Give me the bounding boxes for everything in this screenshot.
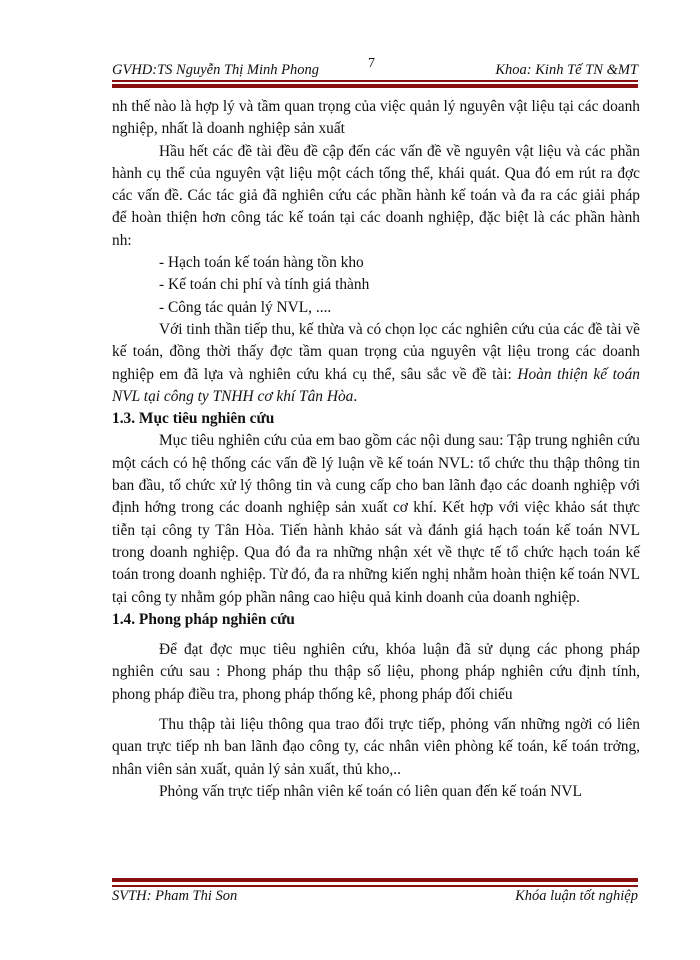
topic-title: Hoàn thiện kế toán NVL tại công ty TNHH cơ khí Tân Hòa (112, 365, 640, 405)
paragraph-topic (112, 319, 640, 408)
paragraph-interview: Phỏng vấn trực tiếp nhân viên kế toán có liên quan đến kế toán NVL (159, 782, 582, 800)
header-rule-thick (112, 84, 638, 88)
paragraph-methods: Để đạt đợc mục tiêu nghiên cứu, khóa luận đã sử dụng các phong pháp nghiên cứu sau : Phong pháp thu thập số liệu, phong pháp nghiên cứu định tính, phong pháp điều tra, phong pháp thống kê, phong pháp đối chiếu (112, 641, 640, 703)
page-header (112, 56, 638, 80)
paragraph-data-collection: Thu thập tài liệu thông qua trao đổi trực tiếp, phỏng vấn những ngời có liên quan trực tiếp nh ban lãnh đạo công ty, các nhân viên phòng kế toán, kế toán trởng, nhân viên sản xuất, quản lý sản xuất, thủ kho,.. (112, 716, 640, 778)
topic-text: Với tinh thần tiếp thu, kế thừa và có chọn lọc các nghiên cứu của các đề tài về kế toán, đồng thời thấy đợc tầm quan trọng của nguyên vật liệu trong các doanh nghiệp em đã lựa và nghiên cứu khá cụ thể, sâu sắc về đề tài: (112, 320, 640, 383)
header-rule-thin (112, 80, 638, 82)
heading-1-3: 1.3. Mục tiêu nghiên cứu (112, 410, 275, 428)
paragraph-prior-works: Hầu hết các đề tài đều đề cập đến các vấn đề về nguyên vật liệu và các phần hành cụ thể của nguyên vật liệu một cách tổng thể, khái quát. Qua đó em rút ra đợc các vấn đề. Các tác giả đã nghiên cứu các phần hành kế toán và đa ra các giải pháp để hoàn thiện hơn công tác kế toán tại các doanh nghiệp, đặc biệt là các phần hành nh: (112, 142, 640, 249)
footer-rule-thick (112, 878, 638, 882)
paragraph-objectives: Mục tiêu nghiên cứu của em bao gồm các nội dung sau: Tập trung nghiên cứu một cách có hệ thống các vấn đề lý luận về kế toán NVL: tổ chức thu thập thông tin ban đầu, tổ chức xử lý thông tin và cung cấp cho ban lãnh đạo các doanh nghiệp với định hớng trong các doanh nghiệp sản xuất cơ khí. Kết hợp với việc khảo sát thực tiễn tại công ty Tân Hòa. Tiến hành khảo sát và đánh giá hạch toán kế toán NVL trong doanh nghiệp. Qua đó đa ra những nhận xét về thực tế tổ chức hạch toán kế toán trong doanh nghiệp. Từ đó, đa ra những kiến nghị nhằm hoàn thiện kế toán NVL tại công ty nhằm góp phần nâng cao hiệu quả kinh doanh của doanh nghiệp. (112, 432, 640, 606)
page-number: 7 (368, 56, 375, 71)
bullet-inventory: - Hạch toán kế toán hàng tồn kho (159, 254, 364, 272)
bullet-management: - Công tác quản lý NVL, .... (159, 298, 332, 316)
topic-end: . (353, 387, 358, 405)
footer-rule-thin (112, 885, 638, 887)
bullet-costing: - Kế toán chi phí và tính giá thành (159, 276, 370, 294)
paragraph-intro-end: nh thế nào là hợp lý và tầm quan trọng của việc quản lý nguyên vật liệu tại các doanh nghiệp, nhất là doanh nghiệp sản xuất (112, 98, 640, 138)
footer-student: SVTH: Pham Thi Son (112, 888, 238, 904)
heading-1-4: 1.4. Phong pháp nghiên cứu (112, 610, 295, 628)
document-body (112, 96, 640, 803)
header-advisor: GVHD:TS Nguyễn Thị Minh Phong (112, 62, 320, 78)
header-faculty: Khoa: Kinh Tế TN &MT (495, 62, 638, 78)
footer-thesis-label: Khóa luận tốt nghiệp (515, 888, 638, 904)
